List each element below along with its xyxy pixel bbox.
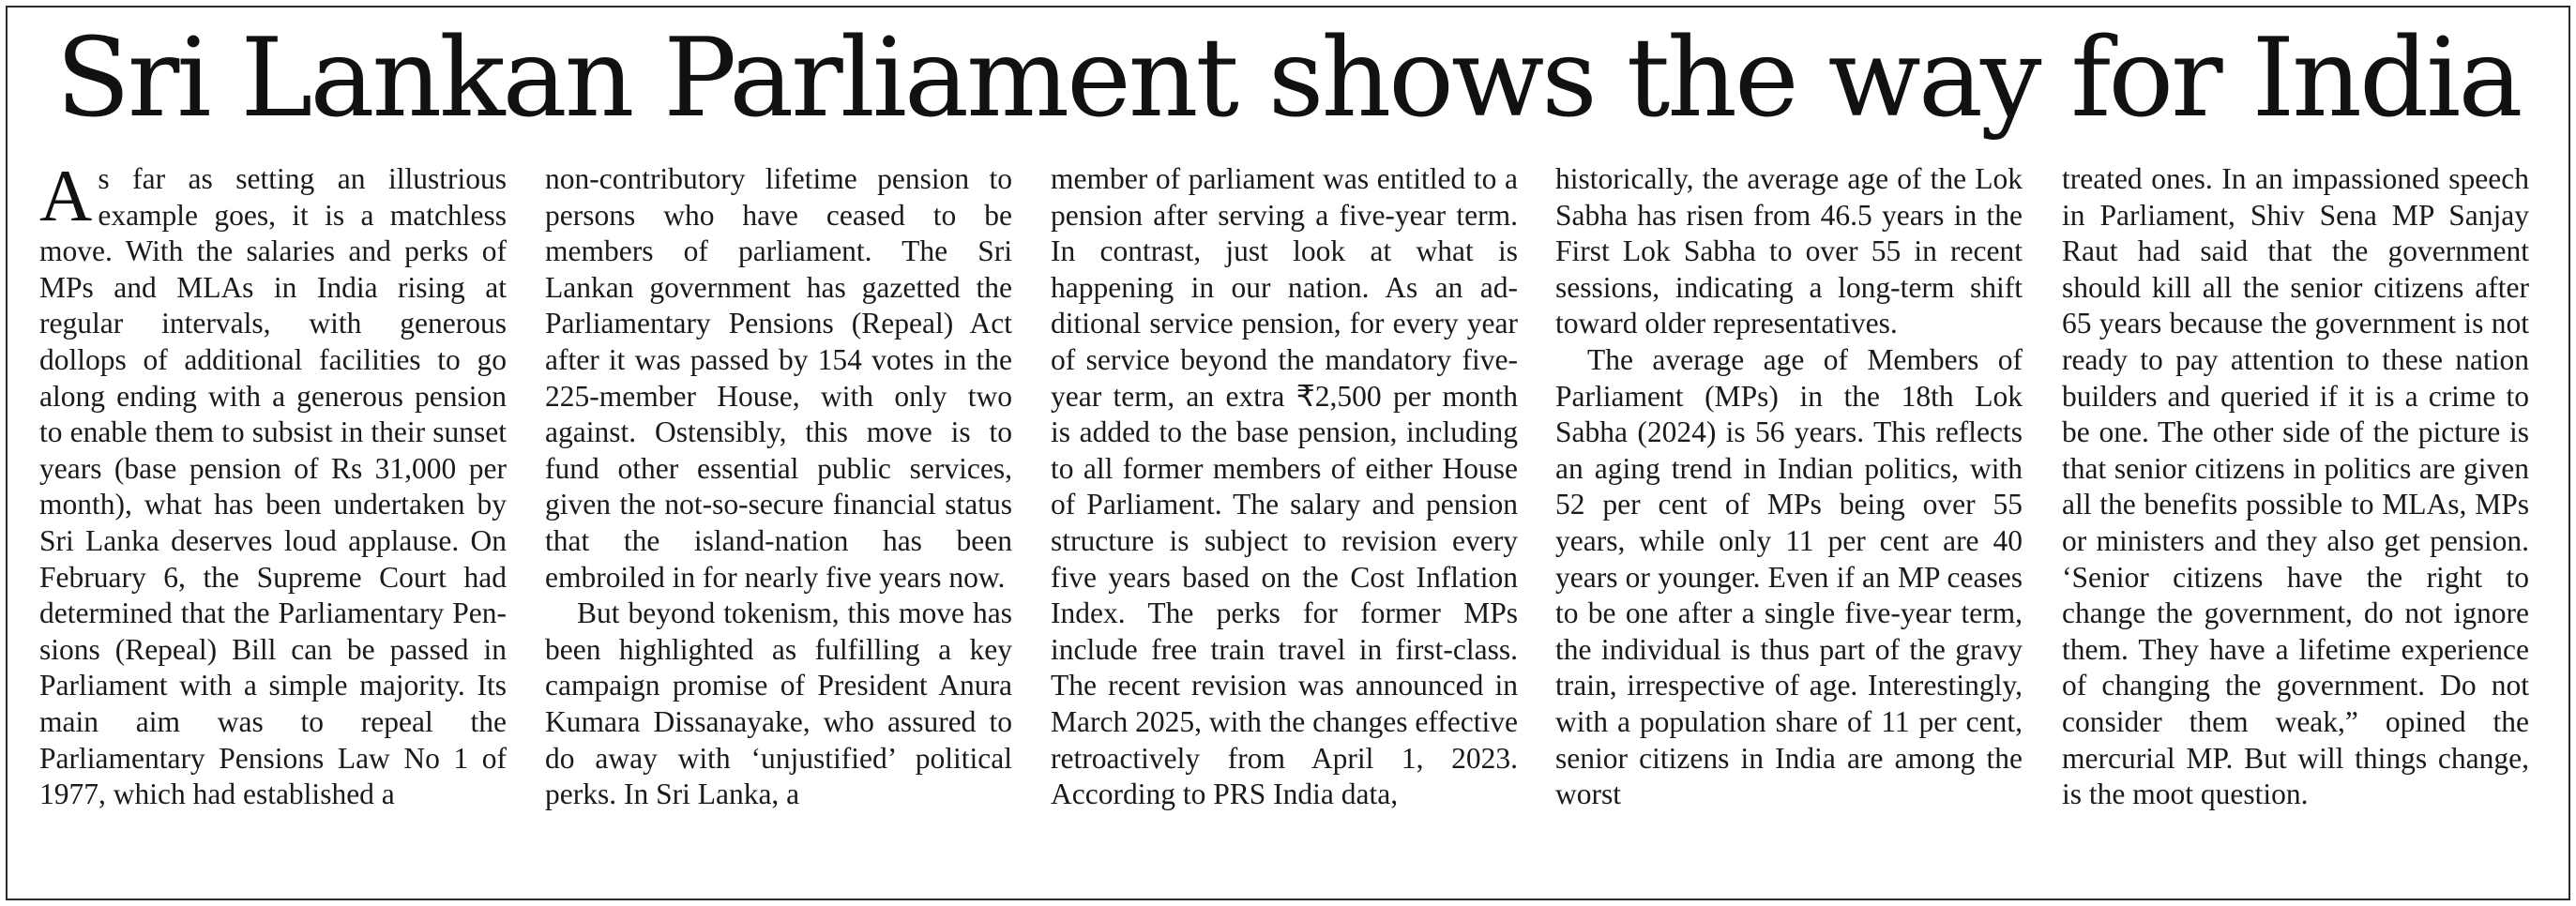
column-2 bbox=[545, 161, 1012, 883]
paragraph: treated ones. In an impassioned speech in Parliament, Shiv Sena MP Sanjay Raut had said that the government should kill all the senior citizens after 65 years because the government is not ready to pay attention to these nation builders and queried if it is a crime to be one. The other side of the picture is that senior citizens in politics are given all the benefits possible to MLAs, MPs or ministers and they also get pension. ‘Senior citizens have the right to change the government, do not ignore them. They have a lifetime experience of changing the government. Do not consider them weak,” opined the mercurial MP. But will things change, is the moot question. bbox=[2062, 162, 2529, 811]
paragraph: non-contributory lifetime pension to persons who have ceased to be members of parliament. The Sri Lankan government has gazetted the Parliamentary Pensions (Repeal) Act after it was passed by 154 votes in the 225-member House, with only two against. Ostensibly, this move is to fund other essential public services, given the not-so-secure financial status that the island-nation has been embroiled in for nearly five years now. bbox=[545, 162, 1012, 594]
column-3 bbox=[1051, 161, 1518, 883]
paragraph-text: s far as setting an illustrious example goes, it is a matchless move. With the salaries and perks of MPs and MLAs in India rising at regular intervals, with generous dollops of additional facilities to go along ending with a generous pension to enable them to subsist in their sunset years (base pension of Rs 31,000 per month), what has been undertaken by Sri Lanka deserves loud applause. On February 6, the Supreme Court had determined that the Parliamentary Pensions (Repeal) Bill can be passed in Parliament with a simple majority. Its main aim was to repeal the Parliamentary Pensions Law No 1 of 1977, which had established a bbox=[39, 162, 507, 811]
drop-cap: A bbox=[39, 161, 93, 236]
article-body bbox=[39, 161, 2538, 883]
column-4 bbox=[1555, 161, 2023, 883]
column-5 bbox=[2062, 161, 2529, 883]
column-1 bbox=[39, 161, 507, 883]
paragraph: But beyond tokenism, this move has been highlighted as fulfilling a key campaign promise of President Anura Kumara Dissanayake, who assured to do away with ‘unjustified’ political perks. In Sri Lanka, a bbox=[545, 596, 1012, 811]
paragraph: The average age of Members of Parliament (MPs) in the 18th Lok Sabha (2024) is 56 years. This reflects an aging trend in Indian politics, with 52 per cent of MPs being over 55 years, while only 11 per cent are 40 years or younger. Even if an MP ceases to be one after a single five-year term, the individual is thus part of the gravy train, irrespective of age. Interestingly, with a population share of 11 per cent, senior citizens in India are among the worst bbox=[1555, 342, 2023, 811]
headline: Sri Lankan Parliament shows the way for India bbox=[55, 15, 2521, 142]
paragraph bbox=[39, 161, 507, 813]
paragraph: historically, the average age of the Lok Sabha has risen from 46.5 years in the First Lok Sabha to over 55 in recent sessions, indicating a long-term shift toward older representatives. bbox=[1555, 162, 2023, 340]
paragraph: member of parliament was entitled to a pension after serving a five-year term. In contrast, just look at what is happening in our nation. As an additional service pension, for every year of service beyond the mandatory five-year term, an extra ₹2,500 per month is added to the base pension, including to all former members of either House of Parliament. The salary and pension structure is subject to revision every five years based on the Cost Inflation Index. The perks for former MPs include free train travel in first-class. The recent revision was announced in March 2025, with the changes effective retroactively from April 1, 2023. According to PRS India data, bbox=[1051, 162, 1518, 811]
